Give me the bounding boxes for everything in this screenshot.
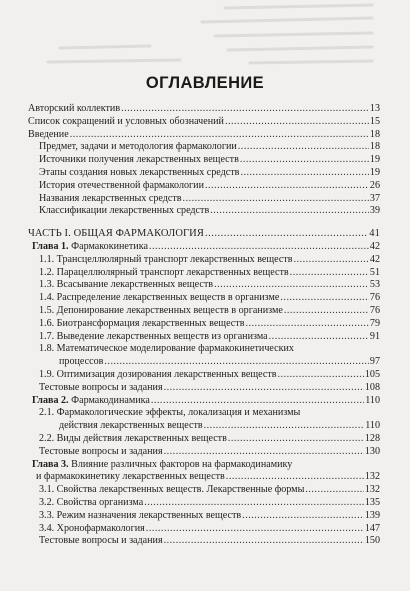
toc-entry-history: История отечественной фармакологии ..... 26	[39, 180, 380, 193]
toc-entry-abbreviations: Список сокращений и условных обозначений ..... 15	[28, 116, 380, 129]
toc-section-1-7: 1.7. Выведение лекарственных веществ из организма ..... 91	[39, 331, 380, 344]
toc-entry-names: Названия лекарственных средств ..... 37	[39, 193, 380, 206]
toc-section-3-3: 3.3. Режим назначения лекарственных веществ ..... 139	[39, 510, 380, 523]
toc-section-1-3: 1.3. Всасывание лекарственных веществ ..... 53	[39, 279, 380, 292]
toc-entry-classification: Классификации лекарственных средств ..... 39	[39, 205, 380, 218]
toc-chapter-2: Глава 2. Фармакодинамика ..... 110	[32, 395, 380, 408]
toc-tests-3: Тестовые вопросы и задания ..... 150	[39, 535, 380, 548]
toc-entry-authors: Авторский коллектив ..... 13	[28, 103, 380, 116]
toc-section-1-2: 1.2. Парацеллюлярный транспорт лекарственных веществ ..... 51	[39, 267, 380, 280]
toc-section-2-1: 2.1. Фармакологические эффекты, локализация и механизмы действия лекарственных веществ ..... 110	[39, 407, 380, 433]
toc-section-3-4: 3.4. Хронофармакология ..... 147	[39, 523, 380, 536]
table-of-contents	[28, 103, 380, 548]
toc-chapter-3: Глава 3. Влияние различных факторов на фармакодинамику и фармакокинетику лекарственных веществ ..... 132	[32, 459, 380, 485]
toc-section-1-5: 1.5. Депонирование лекарственных веществ в организме ..... 76	[39, 305, 380, 318]
toc-section-1-9: 1.9. Оптимизация дозирования лекарственных веществ ..... 105	[39, 369, 380, 382]
toc-tests-1: Тестовые вопросы и задания ..... 108	[39, 382, 380, 395]
toc-entry-subject: Предмет, задачи и методология фармакологии ..... 18	[39, 141, 380, 154]
toc-section-1-8: 1.8. Математическое моделирование фармакокинетических процессов ..... 97	[39, 343, 380, 369]
toc-section-1-1: 1.1. Трансцеллюлярный транспорт лекарственных веществ ..... 42	[39, 254, 380, 267]
toc-chapter-1: Глава 1. Фармакокинетика ..... 42	[32, 241, 380, 254]
toc-section-3-1: 3.1. Свойства лекарственных веществ. Лекарственные формы ..... 132	[39, 484, 380, 497]
page-title: ОГЛАВЛЕНИЕ	[145, 74, 265, 92]
toc-entry-stages: Этапы создания новых лекарственных средств ..... 19	[39, 167, 380, 180]
toc-section-2-2: 2.2. Виды действия лекарственных веществ ..... 128	[39, 433, 380, 446]
toc-tests-2: Тестовые вопросы и задания ..... 130	[39, 446, 380, 459]
toc-entry-sources: Источники получения лекарственных веществ ..... 19	[39, 154, 380, 167]
toc-part-1: ЧАСТЬ I. ОБЩАЯ ФАРМАКОЛОГИЯ ..... 41	[28, 228, 380, 241]
toc-section-3-2: 3.2. Свойства организма ..... 135	[39, 497, 380, 510]
toc-section-1-6: 1.6. Биотрансформация лекарственных веществ ..... 79	[39, 318, 380, 331]
toc-section-1-4: 1.4. Распределение лекарственных веществ в организме ..... 76	[39, 292, 380, 305]
toc-entry-intro: Введение ..... 18	[28, 129, 380, 142]
